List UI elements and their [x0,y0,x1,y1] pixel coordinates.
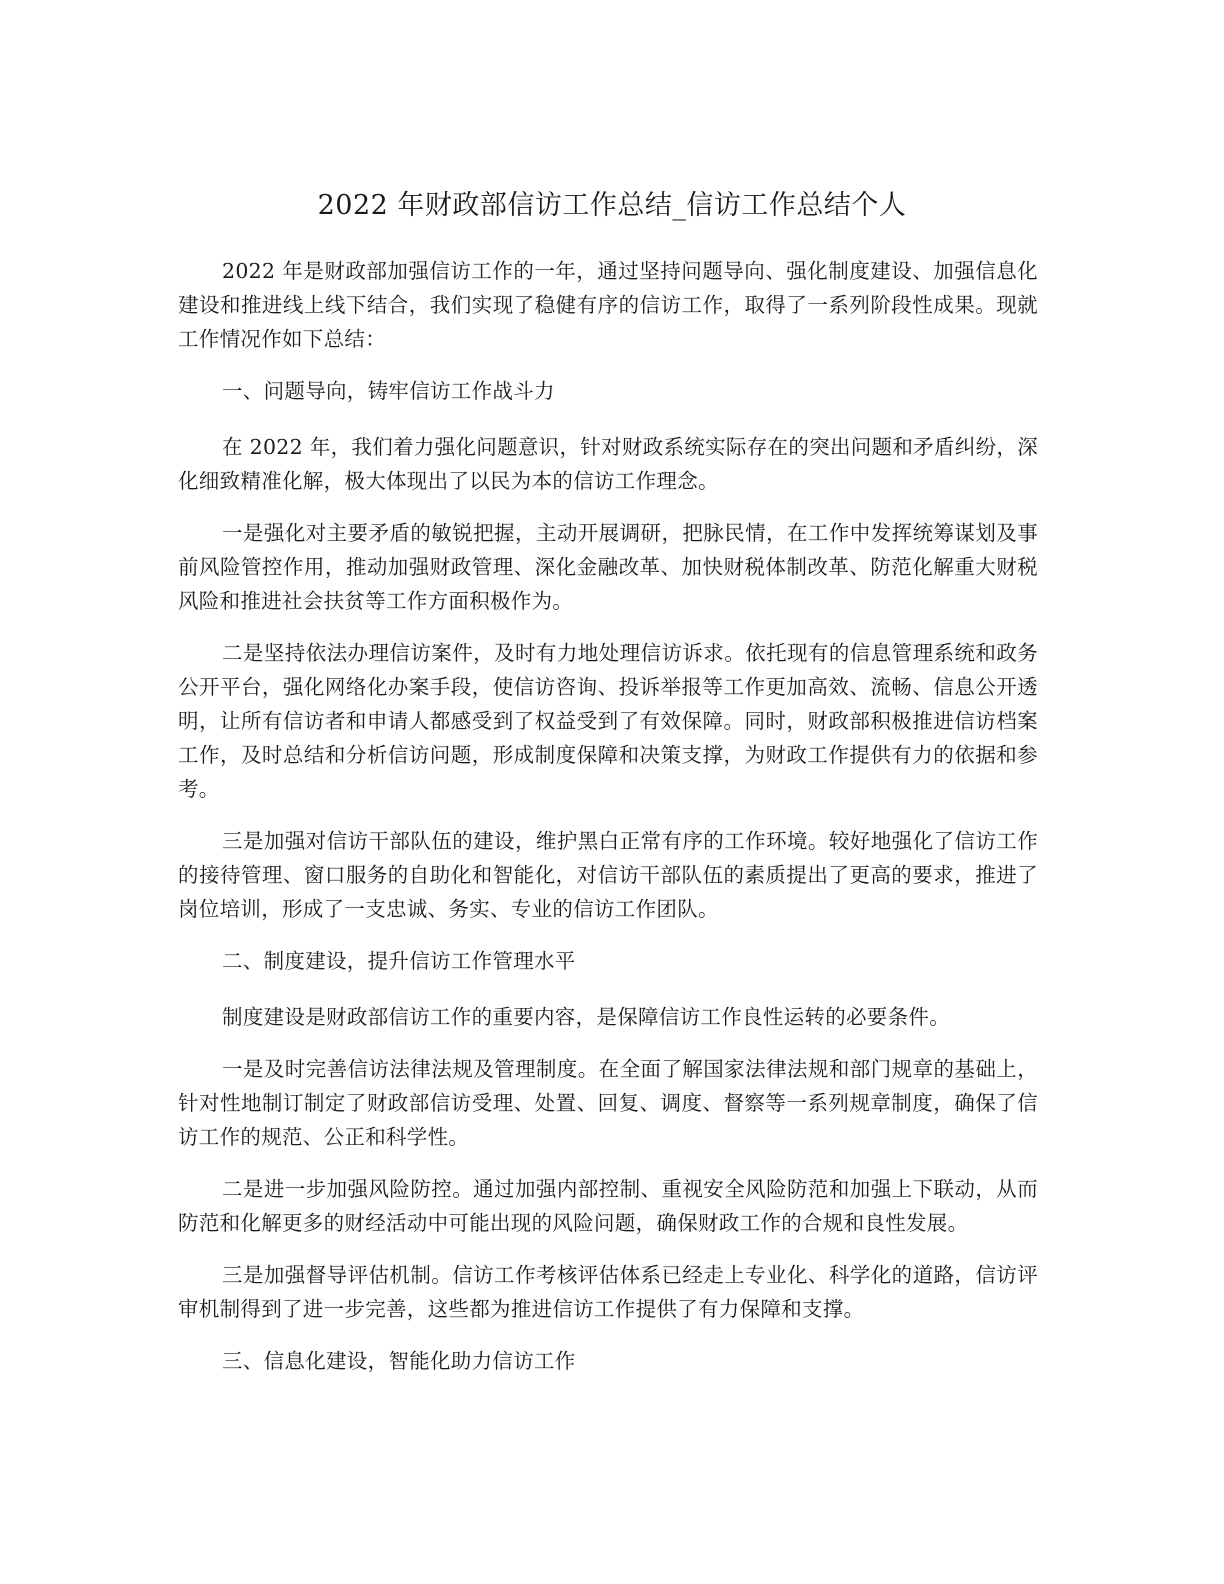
section-1-point-1: 一是强化对主要矛盾的敏锐把握，主动开展调研，把脉民情，在工作中发挥统筹谋划及事前风险管控作用，推动加强财政管理、深化金融改革、加快财税体制改革、防范化解重大财税风险和推进社会扶贫等工作方面积极作为。 [178,521,1038,613]
intro-paragraph: 2022 年是财政部加强信访工作的一年，通过坚持问题导向、强化制度建设、加强信息化建设和推进线上线下结合，我们实现了稳健有序的信访工作，取得了一系列阶段性成果。现就工作情况作如下总结： [178,259,1038,351]
section-1-paragraph: 在 2022 年，我们着力强化问题意识，针对财政系统实际存在的突出问题和矛盾纠纷，深化细致精准化解，极大体现出了以民为本的信访工作理念。 [178,435,1038,493]
section-2-paragraph: 制度建设是财政部信访工作的重要内容，是保障信访工作良性运转的必要条件。 [222,1005,950,1029]
section-2-point-1: 一是及时完善信访法律法规及管理制度。在全面了解国家法律法规和部门规章的基础上，针对性地制订制定了财政部信访受理、处置、回复、调度、督察等一系列规章制度，确保了信访工作的规范、公正和科学性。 [178,1057,1038,1149]
document-title: 2022 年财政部信访工作总结_信访工作总结个人 [317,190,907,221]
section-heading-1: 一、问题导向，铸牢信访工作战斗力 [222,379,555,403]
section-2-point-2: 二是进一步加强风险防控。通过加强内部控制、重视安全风险防范和加强上下联动，从而防范和化解更多的财经活动中可能出现的风险问题，确保财政工作的合规和良性发展。 [178,1177,1038,1235]
section-heading-3: 三、信息化建设，智能化助力信访工作 [222,1349,576,1373]
section-1-point-2: 二是坚持依法办理信访案件，及时有力地处理信访诉求。依托现有的信息管理系统和政务公开平台，强化网络化办案手段，使信访咨询、投诉举报等工作更加高效、流畅、信息公开透明，让所有信访者和申请人都感受到了权益受到了有效保障。同时，财政部积极推进信访档案工作，及时总结和分析信访问题，形成制度保障和决策支撑，为财政工作提供有力的依据和参考。 [178,641,1038,801]
section-2-point-3: 三是加强督导评估机制。信访工作考核评估体系已经走上专业化、科学化的道路，信访评审机制得到了进一步完善，这些都为推进信访工作提供了有力保障和支撑。 [178,1263,1038,1321]
section-1-point-3: 三是加强对信访干部队伍的建设，维护黑白正常有序的工作环境。较好地强化了信访工作的接待管理、窗口服务的自助化和智能化，对信访干部队伍的素质提出了更高的要求，推进了岗位培训，形成了一支忠诚、务实、专业的信访工作团队。 [178,829,1038,921]
document-body [178,254,1038,1400]
section-heading-2: 二、制度建设，提升信访工作管理水平 [222,949,576,973]
